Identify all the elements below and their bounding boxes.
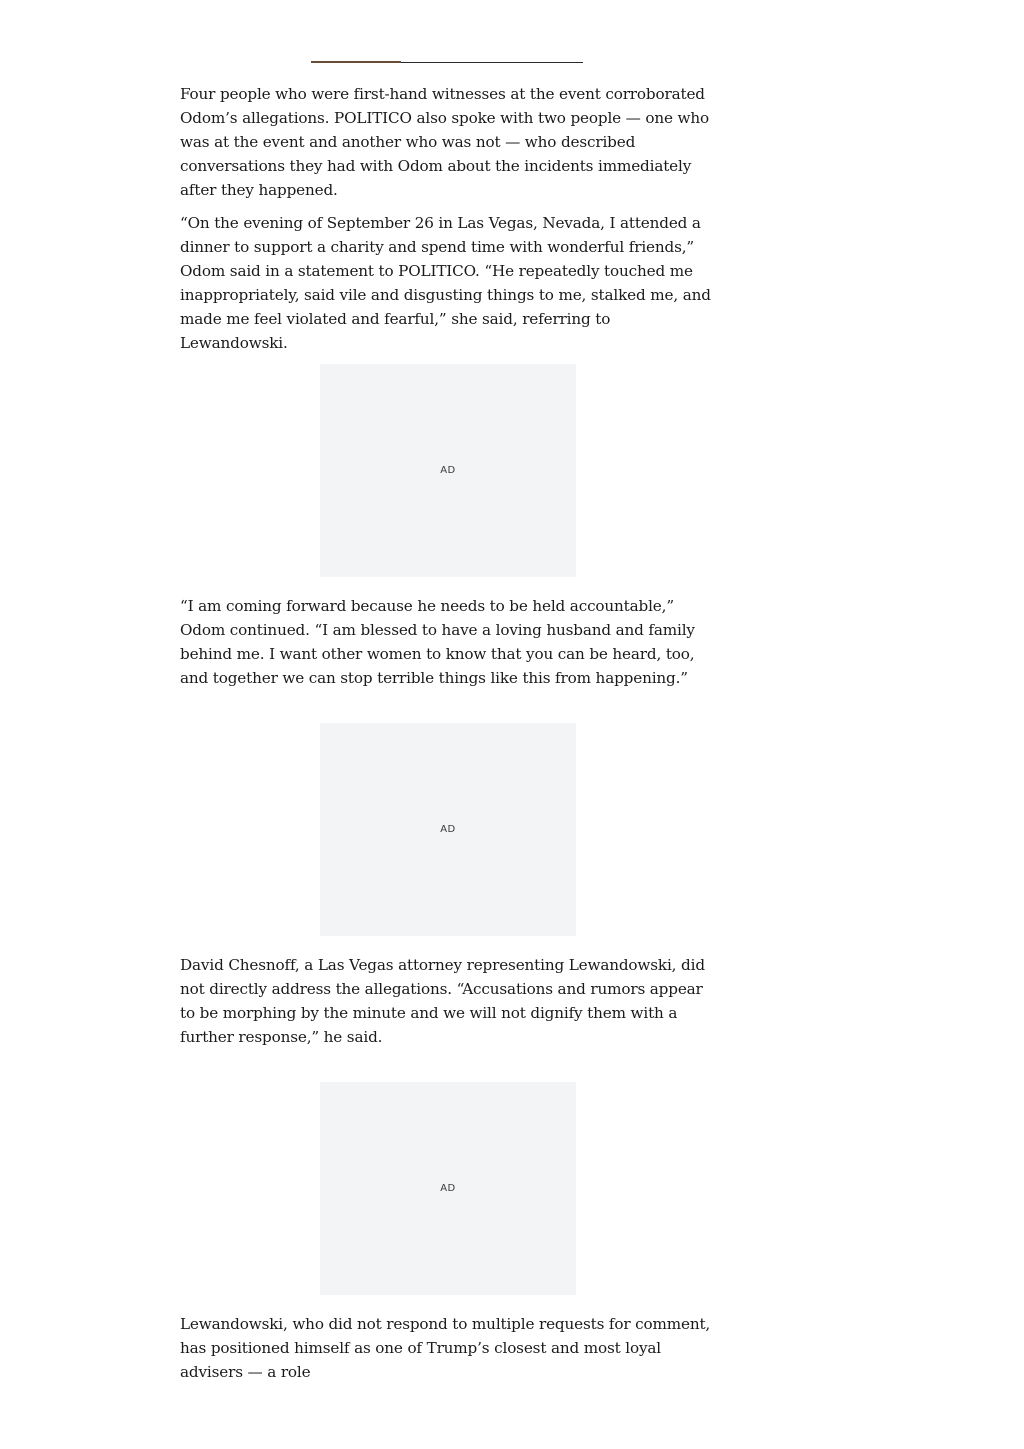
article-paragraph: “I am coming forward because he needs to be held accountable,” Odom continued. “I am blessed to have a loving husband and family behind me. I want other women to know that you can be heard, too, and together we can stop terrible things like this from happening.” [180,597,695,687]
image-fragment [311,61,401,63]
article-paragraph: “On the evening of September 26 in Las Vegas, Nevada, I attended a dinner to support a charity and spend time with wonderful friends,” Odom said in a statement to POLITICO. “He repeatedly touched me inappropriately, said vile and disgusting things to me, stalked me, and made me feel violated and fearful,” she said, referring to Lewandowski. [180,214,711,352]
ad-label: AD [440,824,456,835]
ad-slot[interactable] [320,364,576,577]
article-paragraph: Four people who were first-hand witnesses at the event corroborated Odom’s allegations. POLITICO also spoke with two people — one who was at the event and another who was not — who described conversations they had with Odom about the incidents immediately after they happened. [180,85,709,199]
ad-slot[interactable] [320,723,576,936]
ad-label: AD [440,465,456,476]
article-image-bottom-edge [311,62,583,63]
ad-label: AD [440,1183,456,1194]
ad-slot[interactable] [320,1082,576,1295]
article-paragraph: David Chesnoff, a Las Vegas attorney representing Lewandowski, did not directly address the allegations. “Accusations and rumors appear to be morphing by the minute and we will not dignify them with a further response,” he said. [180,956,705,1046]
article-paragraph: Lewandowski, who did not respond to multiple requests for comment, has positioned himself as one of Trump’s closest and most loyal advisers — a role [180,1315,711,1381]
